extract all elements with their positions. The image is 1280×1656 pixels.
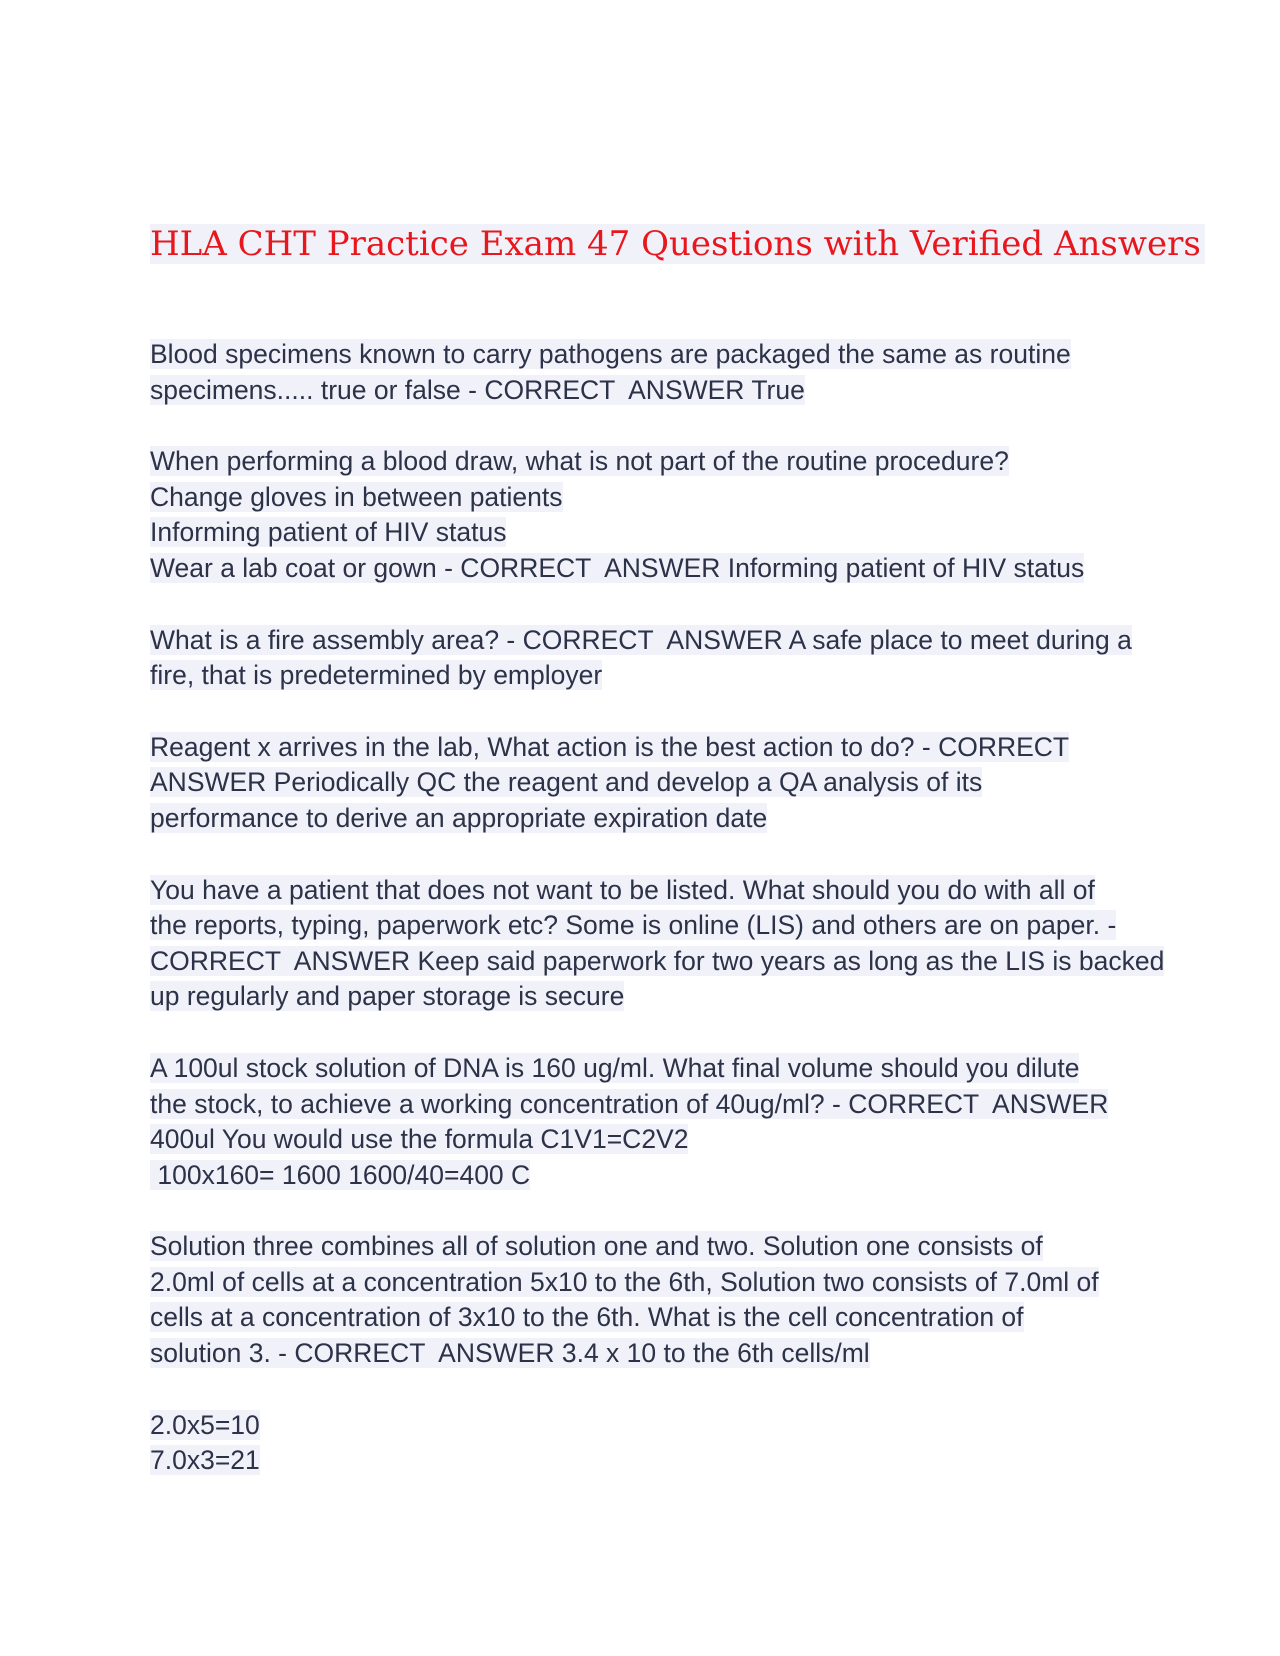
text-line: 100x160= 1600 1600/40=400 C: [150, 1159, 531, 1190]
text-line: the reports, typing, paperwork etc? Some is online (LIS) and others are on paper. -: [150, 910, 1117, 941]
text-line: 400ul You would use the formula C1V1=C2V2: [150, 1124, 689, 1155]
text-line: Solution three combines all of solution one and two. Solution one consists of: [150, 1231, 1043, 1262]
calculation-block: [150, 1408, 1160, 1479]
text-line: cells at a concentration of 3x10 to the 6th. What is the cell concentration of: [150, 1302, 1024, 1333]
text-line: Informing patient of HIV status: [150, 517, 507, 548]
text-line: fire, that is predetermined by employer: [150, 660, 603, 691]
text-line: CORRECT ANSWER Keep said paperwork for two years as long as the LIS is backed: [150, 945, 1165, 976]
text-line: When performing a blood draw, what is not part of the routine procedure?: [150, 446, 1009, 477]
text-line: A 100ul stock solution of DNA is 160 ug/ml. What final volume should you dilute: [150, 1052, 1080, 1083]
text-line: 2.0x5=10: [150, 1409, 260, 1440]
text-line: up regularly and paper storage is secure: [150, 981, 625, 1012]
document-title: [150, 221, 1205, 267]
qa-block-3: [150, 623, 1160, 694]
text-line: solution 3. - CORRECT ANSWER 3.4 x 10 to the 6th cells/ml: [150, 1338, 870, 1369]
document-title-text: HLA CHT Practice Exam 47 Questions with Verified Answers: [150, 224, 1205, 264]
text-line: You have a patient that does not want to be listed. What should you do with all of: [150, 874, 1095, 905]
qa-block-5: [150, 873, 1165, 1015]
text-line: 2.0ml of cells at a concentration 5x10 to the 6th, Solution two consists of 7.0ml of: [150, 1266, 1099, 1297]
text-line: Blood specimens known to carry pathogens are packaged the same as routine: [150, 339, 1071, 369]
text-line: ANSWER Periodically QC the reagent and develop a QA analysis of its: [150, 767, 983, 798]
text-line: 7.0x3=21: [150, 1445, 260, 1476]
qa-block-4: [150, 730, 1160, 837]
text-line: Reagent x arrives in the lab, What action is the best action to do? - CORRECT: [150, 731, 1070, 762]
text-line: the stock, to achieve a working concentration of 40ug/ml? - CORRECT ANSWER: [150, 1088, 1109, 1119]
qa-block-7: [150, 1229, 1160, 1371]
qa-block-2: [150, 444, 1160, 586]
text-line: What is a fire assembly area? - CORRECT ANSWER A safe place to meet during a: [150, 624, 1132, 655]
qa-block-6: [150, 1051, 1160, 1193]
text-line: Wear a lab coat or gown - CORRECT ANSWER Informing patient of HIV status: [150, 552, 1085, 583]
text-line: performance to derive an appropriate expiration date: [150, 802, 768, 833]
text-line: Change gloves in between patients: [150, 481, 563, 512]
text-line: specimens..... true or false - CORRECT ANSWER True: [150, 374, 805, 405]
qa-block-1: [150, 337, 1160, 408]
document-body: [150, 337, 1165, 1515]
